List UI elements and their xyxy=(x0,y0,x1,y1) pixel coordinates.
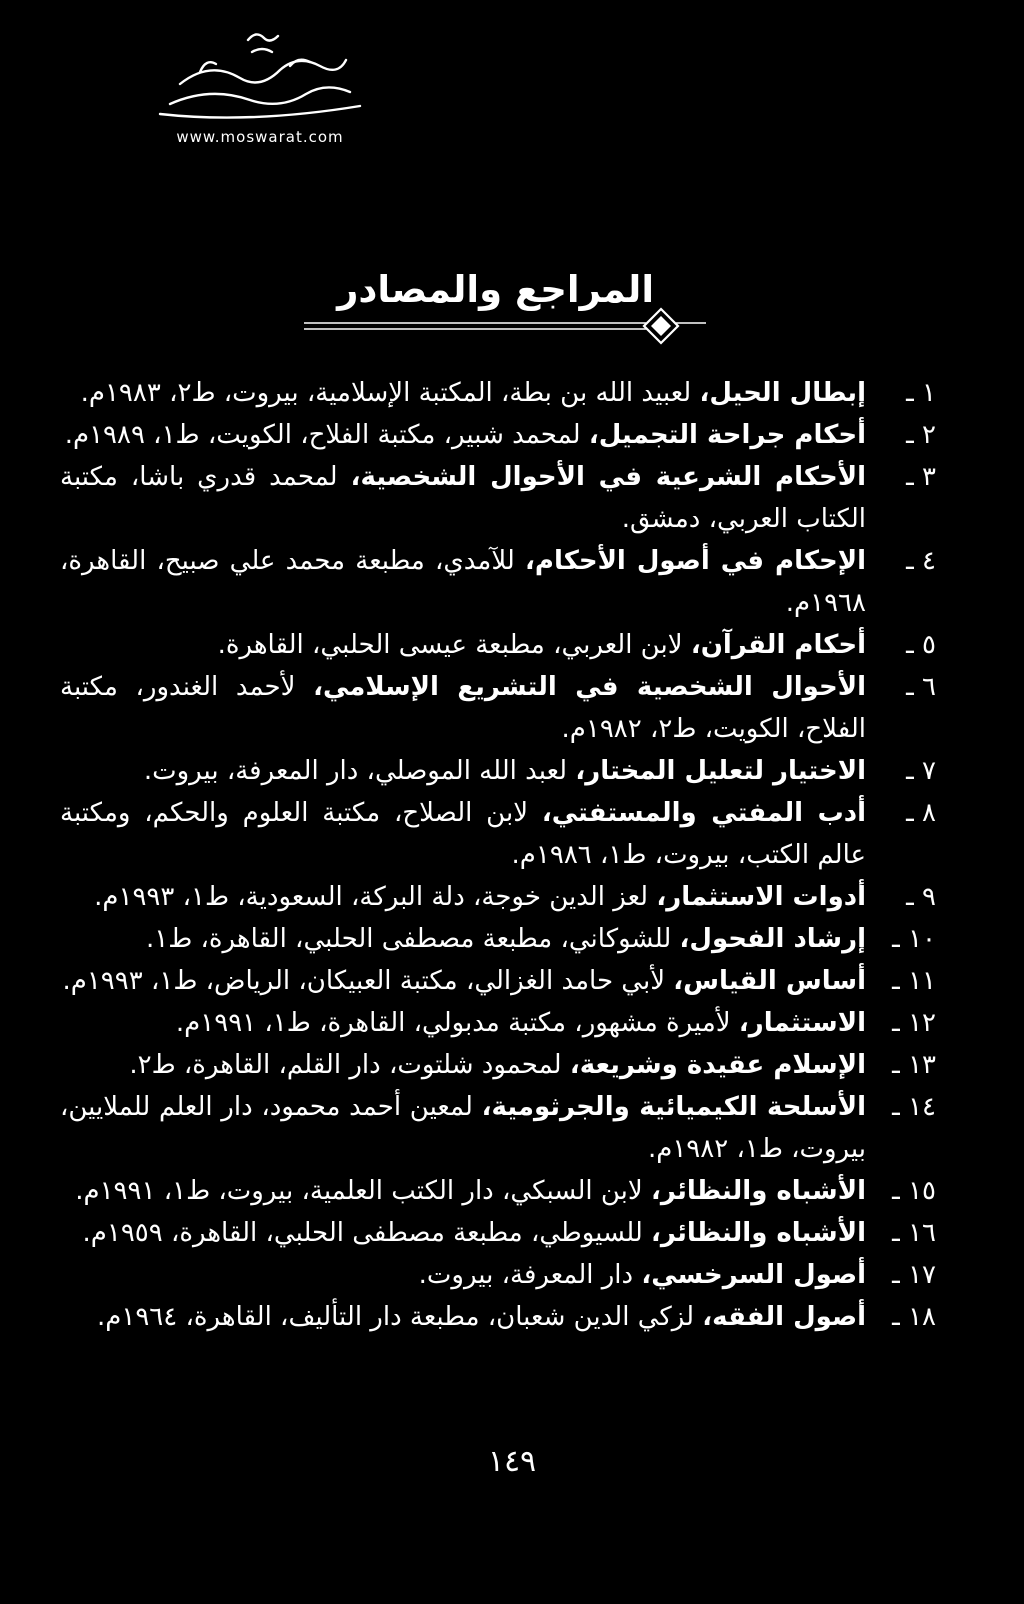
reference-number: ٢ ـ xyxy=(906,420,936,450)
reference-item xyxy=(60,1086,936,1170)
reference-item xyxy=(60,1254,936,1296)
reference-item xyxy=(60,1044,936,1086)
reference-details: لأبي حامد الغزالي، مكتبة العبيكان، الرياض، ط١، ١٩٩٣م. xyxy=(62,966,674,996)
reference-title: أساس القياس، xyxy=(673,966,866,996)
reference-item xyxy=(60,1296,936,1338)
reference-details: للشوكاني، مطبعة مصطفى الحلبي، القاهرة، ط١. xyxy=(145,924,680,954)
reference-title: الأحوال الشخصية في التشريع الإسلامي، xyxy=(313,672,866,702)
reference-number: ٥ ـ xyxy=(906,630,936,660)
reference-number: ١٧ ـ xyxy=(892,1260,936,1290)
reference-number: ١٣ ـ xyxy=(892,1050,936,1080)
reference-details: للآمدي، مطبعة محمد علي صبيح، القاهرة، ١٩٦٨م. xyxy=(60,546,866,618)
reference-number: ٣ ـ xyxy=(906,462,936,492)
reference-number: ١٨ ـ xyxy=(892,1302,936,1332)
reference-title: أحكام القرآن، xyxy=(690,630,866,660)
reference-details: لعبد الله الموصلي، دار المعرفة، بيروت. xyxy=(143,756,576,786)
calligraphy-logo-icon xyxy=(140,22,380,126)
reference-title: الإحكام في أصول الأحكام، xyxy=(525,546,867,576)
reference-details: لمعين أحمد محمود، دار العلم للملايين، بيروت، ط١، ١٩٨٢م. xyxy=(60,1092,866,1164)
reference-title: الاستثمار، xyxy=(738,1008,866,1038)
reference-details: لمحمود شلتوت، دار القلم، القاهرة، ط٢. xyxy=(129,1050,570,1080)
reference-title: الأشباه والنظائر، xyxy=(651,1176,866,1206)
reference-item xyxy=(60,372,936,414)
reference-number: ٩ ـ xyxy=(906,882,936,912)
reference-details: لمحمد قدري باشا، مكتبة الكتاب العربي، دمشق. xyxy=(60,462,866,534)
reference-title: إرشاد الفحول، xyxy=(679,924,866,954)
reference-item xyxy=(60,876,936,918)
reference-title: الاختيار لتعليل المختار، xyxy=(575,756,866,786)
reference-details: لابن الصلاح، مكتبة العلوم والحكم، ومكتبة عالم الكتب، بيروت، ط١، ١٩٨٦م. xyxy=(60,798,866,870)
reference-item xyxy=(60,1170,936,1212)
reference-number: ٧ ـ xyxy=(906,756,936,786)
page-number: ١٤٩ xyxy=(487,1444,537,1479)
reference-item xyxy=(60,1002,936,1044)
reference-details: لعز الدين خوجة، دلة البركة، السعودية، ط١، ١٩٩٣م. xyxy=(94,882,657,912)
reference-details: للسيوطي، مطبعة مصطفى الحلبي، القاهرة، ١٩٥٩م. xyxy=(82,1218,652,1248)
reference-number: ١٢ ـ xyxy=(892,1008,936,1038)
reference-details: لأحمد الغندور، مكتبة الفلاح، الكويت، ط٢، ١٩٨٢م. xyxy=(60,672,866,744)
logo-url: www.moswarat.com xyxy=(176,128,344,146)
reference-item xyxy=(60,456,936,540)
reference-item xyxy=(60,792,936,876)
reference-title: إبطال الحيل، xyxy=(699,378,866,408)
title-ornament xyxy=(300,303,710,351)
reference-item xyxy=(60,414,936,456)
reference-item xyxy=(60,960,936,1002)
reference-number: ١ ـ xyxy=(906,378,936,408)
reference-details: لأميرة مشهور، مكتبة مدبولي، القاهرة، ط١، ١٩٩١م. xyxy=(175,1008,739,1038)
reference-item xyxy=(60,1212,936,1254)
reference-title: الإسلام عقيدة وشريعة، xyxy=(569,1050,866,1080)
reference-title: الأشباه والنظائر، xyxy=(651,1218,866,1248)
reference-details: لزكي الدين شعبان، مطبعة دار التأليف، القاهرة، ١٩٦٤م. xyxy=(97,1302,703,1332)
reference-item xyxy=(60,918,936,960)
reference-details: لعبيد الله بن بطة، المكتبة الإسلامية، بيروت، ط٢، ١٩٨٣م. xyxy=(80,378,700,408)
reference-title: الأحكام الشرعية في الأحوال الشخصية، xyxy=(350,462,866,492)
reference-number: ١٠ ـ xyxy=(892,924,936,954)
reference-title: الأسلحة الكيميائية والجرثومية، xyxy=(481,1092,866,1122)
reference-item xyxy=(60,750,936,792)
reference-details: لمحمد شبير، مكتبة الفلاح، الكويت، ط١، ١٩٨٩م. xyxy=(64,420,589,450)
reference-details: دار المعرفة، بيروت. xyxy=(418,1260,642,1290)
reference-list xyxy=(60,372,936,1338)
reference-item xyxy=(60,624,936,666)
reference-number: ١٥ ـ xyxy=(892,1176,936,1206)
reference-details: لابن السبكي، دار الكتب العلمية، بيروت، ط١، ١٩٩١م. xyxy=(75,1176,652,1206)
reference-item xyxy=(60,666,936,750)
reference-number: ١١ ـ xyxy=(892,966,936,996)
reference-details: لابن العربي، مطبعة عيسى الحلبي، القاهرة. xyxy=(217,630,691,660)
reference-item xyxy=(60,540,936,624)
reference-number: ٦ ـ xyxy=(906,672,936,702)
reference-number: ١٦ ـ xyxy=(892,1218,936,1248)
reference-title: أدوات الاستثمار، xyxy=(656,882,866,912)
reference-title: أصول السرخسي، xyxy=(641,1260,866,1290)
reference-title: أحكام جراحة التجميل، xyxy=(588,420,866,450)
reference-title: أصول الفقه، xyxy=(702,1302,866,1332)
page-title: المراجع والمصادر xyxy=(337,268,654,311)
site-logo xyxy=(130,22,390,152)
reference-number: ١٤ ـ xyxy=(892,1092,936,1122)
reference-title: أدب المفتي والمستفتي، xyxy=(541,798,866,828)
reference-number: ٤ ـ xyxy=(906,546,936,576)
reference-number: ٨ ـ xyxy=(906,798,936,828)
